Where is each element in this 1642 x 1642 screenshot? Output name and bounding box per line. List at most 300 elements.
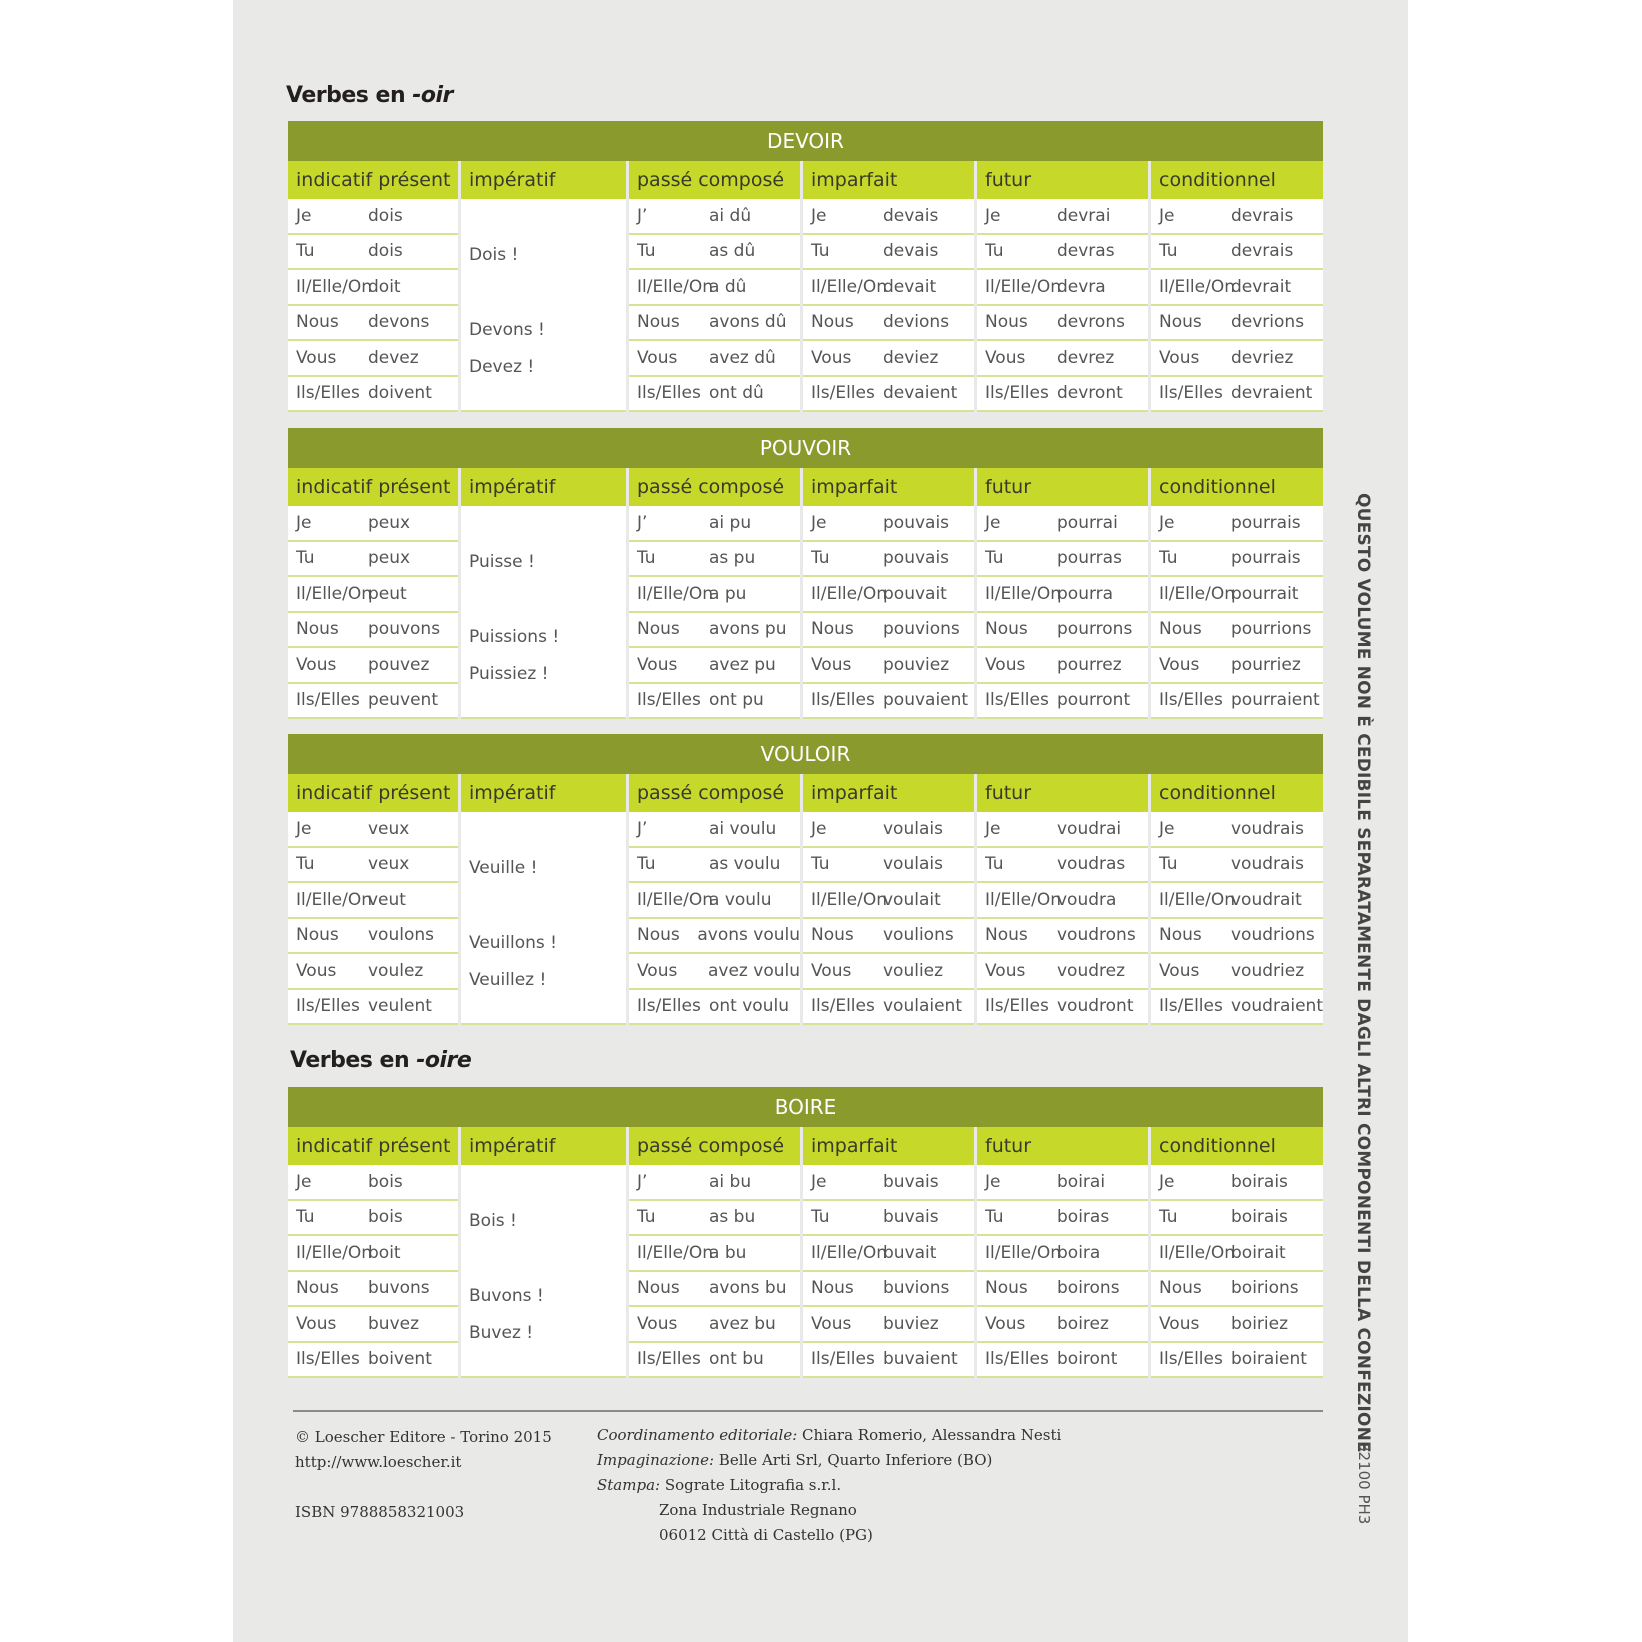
verb-form: pourrais <box>1231 548 1301 569</box>
conjugation-row <box>977 577 1148 613</box>
verb-form: pourra <box>1057 583 1114 604</box>
verb-form: boirons <box>1057 1278 1120 1299</box>
conjugation-row <box>977 270 1148 306</box>
verb-form: peuvent <box>368 690 438 711</box>
conjugation-row <box>803 990 974 1026</box>
pronoun: Nous <box>985 1278 1028 1299</box>
pronoun: Il/Elle/On <box>296 889 372 910</box>
pronoun: Nous <box>296 1278 339 1299</box>
conjugation-row <box>629 270 800 306</box>
conjugation-row <box>629 542 800 578</box>
verb-form: pourrait <box>1231 583 1299 604</box>
pronoun: Vous <box>296 960 337 981</box>
pronoun: Il/Elle/On <box>1159 889 1235 910</box>
conjugation-row <box>803 506 974 542</box>
verb-form: doit <box>368 276 401 297</box>
verb-form: a dû <box>709 276 747 297</box>
verb-form: voulais <box>883 818 943 839</box>
column-futur <box>977 161 1151 412</box>
pronoun: J’ <box>637 512 648 533</box>
pronoun: Ils/Elles <box>811 690 875 711</box>
pronoun: Ils/Elles <box>637 383 701 404</box>
verb-form: pourrez <box>1057 654 1122 675</box>
imperatif-form: Dois ! <box>469 244 519 265</box>
pronoun: Nous <box>1159 925 1202 946</box>
imperatif-body <box>461 1165 626 1378</box>
conjugation-row <box>288 613 458 649</box>
conjugation-row <box>1151 648 1323 684</box>
verb-form: pourras <box>1057 548 1122 569</box>
conjugation-row <box>288 1307 458 1343</box>
pronoun: Nous <box>637 312 680 333</box>
coord-label: Coordinamento editoriale: <box>597 1426 798 1444</box>
verb-form: boirions <box>1231 1278 1299 1299</box>
imperatif-form: Veuillons ! <box>469 932 557 953</box>
pronoun: Vous <box>1159 960 1200 981</box>
side-notice: QUESTO VOLUME NON È CEDIBILE SEPARATAMENTE DAGLI ALTRI COMPONENTI DELLA CONFEZIONE <box>1353 493 1373 1453</box>
pronoun: Nous <box>637 619 680 640</box>
conjugation-row <box>629 613 800 649</box>
verb-form: buvais <box>883 1171 939 1192</box>
imperatif-form: Buvons ! <box>469 1285 544 1306</box>
verb-form: pourrions <box>1231 619 1312 640</box>
conjugation-row <box>288 377 458 413</box>
imperatif-form: Puisse ! <box>469 551 535 572</box>
conjugation-row <box>1151 341 1323 377</box>
conjugation-row <box>977 199 1148 235</box>
pronoun: Je <box>985 1171 1001 1192</box>
verb-form: veulent <box>368 996 432 1017</box>
conjugation-row <box>288 341 458 377</box>
imperatif-form: Veuillez ! <box>469 970 547 990</box>
conjugation-row <box>288 577 458 613</box>
conjugation-row <box>629 1201 800 1237</box>
conjugation-row <box>803 648 974 684</box>
verb-form: buvons <box>368 1278 430 1299</box>
pronoun: Vous <box>811 654 852 675</box>
pronoun: Tu <box>637 1207 656 1228</box>
verb-form: boirais <box>1231 1207 1288 1228</box>
pronoun: Vous <box>296 1313 337 1334</box>
verb-form: ont voulu <box>709 996 789 1017</box>
pronoun: Tu <box>985 548 1004 569</box>
pronoun: Tu <box>1159 1207 1178 1228</box>
conjugation-row <box>1151 1236 1323 1272</box>
verb-form: boiront <box>1057 1349 1118 1370</box>
verb-form: voulais <box>883 854 943 875</box>
pronoun: Ils/Elles <box>296 1349 360 1370</box>
tense-columns <box>288 161 1323 412</box>
verb-form: pouvais <box>883 512 950 533</box>
pronoun: Tu <box>637 854 656 875</box>
conjugation-row <box>977 1272 1148 1308</box>
verb-form: buvez <box>368 1313 420 1334</box>
pronoun: Ils/Elles <box>296 690 360 711</box>
conjugation-row <box>288 506 458 542</box>
pronoun: Ils/Elles <box>1159 383 1223 404</box>
conjugation-row <box>977 1201 1148 1237</box>
verb-form: boiras <box>1057 1207 1110 1228</box>
column-head: imparfait <box>803 161 974 199</box>
column-head: conditionnel <box>1151 161 1323 199</box>
column-indicatif-present <box>288 1127 461 1378</box>
conjugation-row <box>803 812 974 848</box>
imperatif-body <box>461 812 626 1025</box>
pronoun: Tu <box>985 854 1004 875</box>
verb-form: devrons <box>1057 312 1125 333</box>
conjugation-row <box>977 235 1148 271</box>
verb-form: voudraient <box>1230 996 1323 1017</box>
conjugation-row <box>1151 1307 1323 1343</box>
pronoun: Nous <box>637 1278 680 1299</box>
pronoun: Tu <box>811 548 830 569</box>
verb-form: pouvait <box>883 583 947 604</box>
verb-form: devais <box>883 205 939 226</box>
column-head: passé composé <box>629 468 800 506</box>
pronoun: Nous <box>296 619 339 640</box>
footer-copyright: © Loescher Editore - Torino 2015 <box>295 1428 552 1446</box>
column-head: indicatif présent <box>288 161 458 199</box>
conjugation-row <box>1151 506 1323 542</box>
conjugation-row <box>629 848 800 884</box>
verb-form: voulez <box>368 960 424 981</box>
page <box>233 0 1408 1642</box>
column-head: conditionnel <box>1151 468 1323 506</box>
pronoun: Vous <box>637 1313 678 1334</box>
column-head: imparfait <box>803 774 974 812</box>
column-head: conditionnel <box>1151 1127 1323 1165</box>
pronoun: Ils/Elles <box>811 383 875 404</box>
pronoun: Je <box>811 1171 827 1192</box>
verb-form: voulaient <box>883 996 962 1017</box>
pronoun: Tu <box>296 548 315 569</box>
pronoun: Ils/Elles <box>1159 996 1223 1017</box>
pronoun: Nous <box>1159 619 1202 640</box>
conjugation-row <box>629 954 800 990</box>
pronoun: Tu <box>811 854 830 875</box>
pronoun: Nous <box>296 925 339 946</box>
side-code: 32100 PH3 <box>1355 1442 1373 1525</box>
pronoun: Ils/Elles <box>1159 1349 1223 1370</box>
verb-form: voudrais <box>1231 854 1305 875</box>
verb-form: devrais <box>1231 241 1294 262</box>
verb-form: ai bu <box>709 1171 752 1192</box>
verb-form: voudrait <box>1231 889 1302 910</box>
verb-form: peut <box>368 583 407 604</box>
verb-form: voulait <box>883 889 941 910</box>
pronoun: Il/Elle/On <box>985 889 1061 910</box>
verb-form: pourraient <box>1231 690 1320 711</box>
conjugation-row <box>629 577 800 613</box>
conjugation-row <box>803 883 974 919</box>
pronoun: Il/Elle/On <box>985 1242 1061 1263</box>
pronoun: Nous <box>1159 1278 1202 1299</box>
verb-table-devoir <box>288 121 1323 412</box>
verb-form: buviez <box>883 1313 939 1334</box>
verb-form: deviez <box>883 347 939 368</box>
imperatif-form: Bois ! <box>469 1210 517 1231</box>
pronoun: Il/Elle/On <box>296 1242 372 1263</box>
pronoun: J’ <box>637 205 648 226</box>
conjugation-row <box>803 1307 974 1343</box>
pronoun: Je <box>296 818 312 839</box>
conjugation-row <box>629 1307 800 1343</box>
conjugation-row <box>288 306 458 342</box>
conjugation-row <box>803 919 974 955</box>
column-head: futur <box>977 774 1148 812</box>
pronoun: Il/Elle/On <box>296 583 372 604</box>
conjugation-row <box>288 235 458 271</box>
footer-credits <box>597 1423 1061 1548</box>
pronoun: Nous <box>1159 312 1202 333</box>
verb-header: BOIRE <box>288 1087 1323 1127</box>
column-passe-compose <box>629 468 803 719</box>
conjugation-row <box>288 954 458 990</box>
pronoun: Vous <box>296 347 337 368</box>
pronoun: Ils/Elles <box>985 1349 1049 1370</box>
verb-form: boiraient <box>1231 1349 1307 1370</box>
column-head: futur <box>977 161 1148 199</box>
conjugation-row <box>288 199 458 235</box>
column-passe-compose <box>629 1127 803 1378</box>
pronoun: Tu <box>296 241 315 262</box>
conjugation-row <box>803 270 974 306</box>
pronoun: Je <box>811 512 827 533</box>
imperatif-body <box>461 506 626 719</box>
conjugation-row <box>629 684 800 720</box>
verb-form: pouvais <box>883 548 950 569</box>
conjugation-row <box>803 1236 974 1272</box>
verb-form: devez <box>368 347 419 368</box>
conjugation-row <box>288 883 458 919</box>
verb-form: ai dû <box>709 205 752 226</box>
conjugation-row <box>803 954 974 990</box>
conjugation-row <box>803 1201 974 1237</box>
address-line-2: 06012 Città di Castello (PG) <box>659 1526 873 1544</box>
verb-form: voudras <box>1057 854 1126 875</box>
verb-form: doivent <box>368 383 432 404</box>
column-imparfait <box>803 1127 977 1378</box>
pronoun: Vous <box>811 960 852 981</box>
verb-form: pouvez <box>368 654 430 675</box>
verb-form: voudrais <box>1231 818 1305 839</box>
conjugation-row <box>1151 1165 1323 1201</box>
pronoun: Nous <box>811 619 854 640</box>
pronoun: Ils/Elles <box>985 383 1049 404</box>
pronoun: Ils/Elles <box>637 690 701 711</box>
verb-form: buvais <box>883 1207 939 1228</box>
column-head: imparfait <box>803 468 974 506</box>
pronoun: Ils/Elles <box>637 996 701 1017</box>
conjugation-row <box>288 1201 458 1237</box>
pronoun: Vous <box>1159 347 1200 368</box>
column-head: imparfait <box>803 1127 974 1165</box>
verb-form: avons bu <box>709 1278 787 1299</box>
column-passe-compose <box>629 161 803 412</box>
pronoun: Vous <box>811 1313 852 1334</box>
column-head: passé composé <box>629 1127 800 1165</box>
verb-form: avons voulu <box>697 925 800 946</box>
verb-form: veux <box>368 818 410 839</box>
verb-form: pourriez <box>1231 654 1301 675</box>
pronoun: Tu <box>1159 241 1178 262</box>
column-imperatif <box>461 468 629 719</box>
verb-form: devrez <box>1057 347 1115 368</box>
impag-value: Belle Arti Srl, Quarto Inferiore (BO) <box>714 1451 993 1469</box>
verb-form: bois <box>368 1207 403 1228</box>
conjugation-row <box>629 1236 800 1272</box>
column-indicatif-present <box>288 774 461 1025</box>
pronoun: Tu <box>1159 854 1178 875</box>
pronoun: Je <box>1159 205 1175 226</box>
pronoun: Il/Elle/On <box>637 276 713 297</box>
verb-form: devrait <box>1231 276 1292 297</box>
conjugation-row <box>803 377 974 413</box>
verb-form: boirez <box>1057 1313 1109 1334</box>
column-head: impératif <box>461 774 626 812</box>
pronoun: Il/Elle/On <box>985 276 1061 297</box>
conjugation-row <box>629 990 800 1026</box>
verb-form: pouviez <box>883 654 950 675</box>
pronoun: Ils/Elles <box>985 690 1049 711</box>
verb-form: devra <box>1057 276 1106 297</box>
conjugation-row <box>977 377 1148 413</box>
verb-form: veux <box>368 854 410 875</box>
section-title-oir: Verbes en -oir <box>286 83 453 108</box>
verb-form: a pu <box>709 583 747 604</box>
conjugation-row <box>803 577 974 613</box>
pronoun: Il/Elle/On <box>1159 1242 1235 1263</box>
verb-form: voudront <box>1057 996 1134 1017</box>
conjugation-row <box>288 684 458 720</box>
conjugation-row <box>1151 613 1323 649</box>
pronoun: Nous <box>985 312 1028 333</box>
pronoun: Il/Elle/On <box>1159 583 1235 604</box>
verb-form: voudrai <box>1057 818 1122 839</box>
conjugation-row <box>977 954 1148 990</box>
verb-form: as pu <box>709 548 756 569</box>
pronoun: J’ <box>637 1171 648 1192</box>
pronoun: Vous <box>985 1313 1026 1334</box>
column-conditionnel <box>1151 161 1323 412</box>
conjugation-row <box>803 199 974 235</box>
conjugation-row <box>288 990 458 1026</box>
conjugation-row <box>803 848 974 884</box>
conjugation-row <box>977 1165 1148 1201</box>
verb-form: boiriez <box>1231 1313 1289 1334</box>
column-conditionnel <box>1151 774 1323 1025</box>
verb-form: devrai <box>1057 205 1111 226</box>
verb-form: pouvaient <box>883 690 969 711</box>
column-imperatif <box>461 774 629 1025</box>
conjugation-row <box>803 1272 974 1308</box>
imperatif-body <box>461 199 626 412</box>
pronoun: Je <box>811 818 827 839</box>
verb-form: dois <box>368 205 403 226</box>
verb-form: dois <box>368 241 403 262</box>
conjugation-row <box>1151 1272 1323 1308</box>
pronoun: Nous <box>985 619 1028 640</box>
pronoun: Je <box>296 1171 312 1192</box>
pronoun: Vous <box>296 654 337 675</box>
pronoun: Tu <box>637 548 656 569</box>
conjugation-row <box>1151 812 1323 848</box>
verb-form: boit <box>368 1242 401 1263</box>
address-line-1: Zona Industriale Regnano <box>659 1501 857 1519</box>
pronoun: Il/Elle/On <box>1159 276 1235 297</box>
pronoun: Il/Elle/On <box>637 889 713 910</box>
conjugation-row <box>977 1307 1148 1343</box>
conjugation-row <box>977 306 1148 342</box>
column-head: impératif <box>461 161 626 199</box>
conjugation-row <box>629 1272 800 1308</box>
conjugation-row <box>1151 990 1323 1026</box>
column-futur <box>977 1127 1151 1378</box>
pronoun: Tu <box>296 854 315 875</box>
conjugation-row <box>629 306 800 342</box>
pronoun: Tu <box>811 241 830 262</box>
pronoun: Ils/Elles <box>811 996 875 1017</box>
conjugation-row <box>977 613 1148 649</box>
conjugation-row <box>1151 199 1323 235</box>
pronoun: Vous <box>1159 1313 1200 1334</box>
verb-form: ai pu <box>709 512 752 533</box>
column-head: indicatif présent <box>288 468 458 506</box>
conjugation-row <box>1151 684 1323 720</box>
conjugation-row <box>803 235 974 271</box>
verb-form: as bu <box>709 1207 756 1228</box>
pronoun: Ils/Elles <box>1159 690 1223 711</box>
verb-form: pouvions <box>883 619 960 640</box>
pronoun: J’ <box>637 818 648 839</box>
pronoun: Je <box>296 205 312 226</box>
conjugation-row <box>629 506 800 542</box>
verb-form: a voulu <box>709 889 772 910</box>
conjugation-row <box>629 883 800 919</box>
conjugation-row <box>977 1343 1148 1379</box>
pronoun: Tu <box>985 1207 1004 1228</box>
verb-form: ont pu <box>709 690 764 711</box>
conjugation-row <box>1151 542 1323 578</box>
pronoun: Il/Elle/On <box>637 583 713 604</box>
verb-form: peux <box>368 512 411 533</box>
pronoun: Il/Elle/On <box>811 276 887 297</box>
conjugation-row <box>977 506 1148 542</box>
conjugation-row <box>1151 919 1323 955</box>
verb-form: vouliez <box>883 960 944 981</box>
stampa-label: Stampa: <box>597 1476 661 1494</box>
conjugation-row <box>629 1165 800 1201</box>
column-conditionnel <box>1151 1127 1323 1378</box>
verb-table-vouloir <box>288 734 1323 1025</box>
column-imparfait <box>803 468 977 719</box>
tense-columns <box>288 468 1323 719</box>
pronoun: Je <box>1159 818 1175 839</box>
footer-isbn: ISBN 9788858321003 <box>295 1503 465 1521</box>
conjugation-row <box>803 684 974 720</box>
verb-form: peux <box>368 548 411 569</box>
verb-header: DEVOIR <box>288 121 1323 161</box>
conjugation-row <box>629 812 800 848</box>
footer-publisher <box>295 1425 552 1525</box>
pronoun: Je <box>296 512 312 533</box>
column-imparfait <box>803 161 977 412</box>
column-head: indicatif présent <box>288 774 458 812</box>
footer-url[interactable]: http://www.loescher.it <box>295 1453 462 1471</box>
conjugation-row <box>1151 377 1323 413</box>
verb-form: boirait <box>1231 1242 1286 1263</box>
conjugation-row <box>288 1236 458 1272</box>
